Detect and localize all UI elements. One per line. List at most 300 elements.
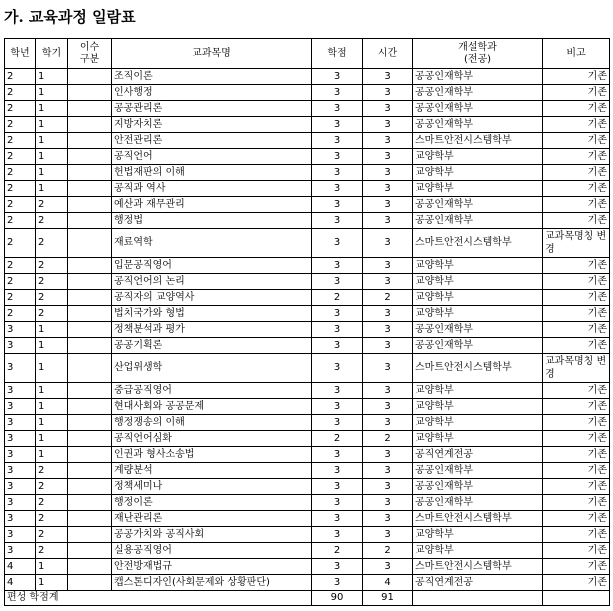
- cell-department: 교양학부: [413, 415, 543, 431]
- cell-grade: 2: [5, 69, 36, 85]
- cell-semester: 1: [36, 559, 68, 575]
- cell-grade: 2: [5, 149, 36, 165]
- cell-remarks: 기존: [543, 543, 610, 559]
- cell-grade: 3: [5, 338, 36, 354]
- cell-department: 공공인재학부: [413, 338, 543, 354]
- cell-semester: 2: [36, 197, 68, 213]
- cell-semester: 1: [36, 69, 68, 85]
- table-row: [5, 165, 610, 181]
- cell-remarks: 기존: [543, 258, 610, 274]
- cell-remarks: 기존: [543, 181, 610, 197]
- cell-semester: 2: [36, 463, 68, 479]
- cell-credits: 3: [312, 165, 363, 181]
- table-row: [5, 354, 610, 383]
- cell-hours: 3: [363, 117, 413, 133]
- table-row: [5, 197, 610, 213]
- cell-remarks: 기존: [543, 322, 610, 338]
- table-row: [5, 274, 610, 290]
- cell-course: 계량분석: [112, 463, 312, 479]
- table-row: [5, 575, 610, 591]
- total-label: 편성 학점계: [5, 591, 312, 606]
- total-empty-remarks: [543, 591, 610, 606]
- cell-department: 공공인재학부: [413, 213, 543, 229]
- cell-grade: 4: [5, 559, 36, 575]
- cell-remarks: 교과목명칭 변경: [543, 229, 610, 258]
- cell-credits: 2: [312, 431, 363, 447]
- cell-department: 스마트안전시스템학부: [413, 229, 543, 258]
- table-row: [5, 85, 610, 101]
- cell-remarks: 기존: [543, 101, 610, 117]
- cell-remarks: 기존: [543, 69, 610, 85]
- cell-grade: 3: [5, 399, 36, 415]
- total-empty-dept: [413, 591, 543, 606]
- cell-course: 행정쟁송의 이해: [112, 415, 312, 431]
- table-row: [5, 213, 610, 229]
- cell-completion-type: [68, 101, 112, 117]
- cell-remarks: 교과목명칭 변경: [543, 354, 610, 383]
- cell-grade: 3: [5, 495, 36, 511]
- cell-grade: 2: [5, 133, 36, 149]
- cell-semester: 2: [36, 511, 68, 527]
- cell-credits: 3: [312, 69, 363, 85]
- cell-semester: 1: [36, 399, 68, 415]
- header-dept-line2: (전공): [463, 53, 492, 65]
- cell-remarks: 기존: [543, 274, 610, 290]
- cell-semester: 2: [36, 479, 68, 495]
- table-row: [5, 495, 610, 511]
- total-credits: 90: [312, 591, 363, 606]
- cell-remarks: 기존: [543, 338, 610, 354]
- cell-hours: 3: [363, 165, 413, 181]
- cell-semester: 1: [36, 383, 68, 399]
- cell-credits: 3: [312, 415, 363, 431]
- header-row: [5, 39, 610, 69]
- cell-hours: 3: [363, 338, 413, 354]
- cell-credits: 3: [312, 306, 363, 322]
- table-row: [5, 149, 610, 165]
- table-row: [5, 338, 610, 354]
- cell-hours: 3: [363, 274, 413, 290]
- cell-semester: 1: [36, 354, 68, 383]
- cell-grade: 3: [5, 463, 36, 479]
- table-row: [5, 463, 610, 479]
- cell-course: 공직언어심화: [112, 431, 312, 447]
- cell-department: 스마트안전시스템학부: [413, 133, 543, 149]
- table-row: [5, 322, 610, 338]
- cell-remarks: 기존: [543, 575, 610, 591]
- cell-grade: 3: [5, 383, 36, 399]
- cell-credits: 2: [312, 290, 363, 306]
- cell-hours: 3: [363, 322, 413, 338]
- cell-completion-type: [68, 543, 112, 559]
- cell-remarks: 기존: [543, 415, 610, 431]
- cell-department: 공직연계전공: [413, 575, 543, 591]
- cell-department: 공공인재학부: [413, 69, 543, 85]
- table-row: [5, 431, 610, 447]
- cell-credits: 3: [312, 354, 363, 383]
- cell-hours: 3: [363, 213, 413, 229]
- cell-course: 캡스톤디자인(사회문제와 상황판단): [112, 575, 312, 591]
- cell-remarks: 기존: [543, 463, 610, 479]
- cell-completion-type: [68, 354, 112, 383]
- cell-course: 정책분석과 평가: [112, 322, 312, 338]
- cell-completion-type: [68, 527, 112, 543]
- cell-course: 안전관리론: [112, 133, 312, 149]
- cell-completion-type: [68, 383, 112, 399]
- cell-completion-type: [68, 149, 112, 165]
- cell-semester: 1: [36, 415, 68, 431]
- cell-remarks: 기존: [543, 213, 610, 229]
- cell-course: 조직이론: [112, 69, 312, 85]
- table-row: [5, 543, 610, 559]
- header-remarks: 비고: [543, 39, 610, 69]
- header-completion-type: [68, 39, 112, 69]
- cell-grade: 2: [5, 101, 36, 117]
- cell-course: 중급공직영어: [112, 383, 312, 399]
- header-course: 교과목명: [112, 39, 312, 69]
- cell-hours: 3: [363, 559, 413, 575]
- cell-department: 교양학부: [413, 399, 543, 415]
- cell-course: 재료역학: [112, 229, 312, 258]
- cell-semester: 2: [36, 274, 68, 290]
- cell-semester: 1: [36, 181, 68, 197]
- cell-course: 공공가치와 공직사회: [112, 527, 312, 543]
- cell-completion-type: [68, 306, 112, 322]
- cell-grade: 2: [5, 117, 36, 133]
- cell-completion-type: [68, 495, 112, 511]
- cell-remarks: 기존: [543, 133, 610, 149]
- cell-grade: 2: [5, 85, 36, 101]
- cell-course: 공직과 역사: [112, 181, 312, 197]
- cell-course: 행정법: [112, 213, 312, 229]
- cell-grade: 3: [5, 527, 36, 543]
- table-row: [5, 133, 610, 149]
- header-credits: 학점: [312, 39, 363, 69]
- cell-course: 산업위생학: [112, 354, 312, 383]
- cell-remarks: 기존: [543, 399, 610, 415]
- cell-completion-type: [68, 290, 112, 306]
- cell-grade: 4: [5, 575, 36, 591]
- cell-hours: 3: [363, 258, 413, 274]
- cell-grade: 3: [5, 511, 36, 527]
- cell-grade: 2: [5, 213, 36, 229]
- cell-completion-type: [68, 511, 112, 527]
- cell-grade: 2: [5, 290, 36, 306]
- cell-semester: 1: [36, 85, 68, 101]
- cell-hours: 2: [363, 290, 413, 306]
- cell-completion-type: [68, 463, 112, 479]
- cell-credits: 3: [312, 495, 363, 511]
- cell-credits: 3: [312, 101, 363, 117]
- table-row: [5, 447, 610, 463]
- cell-department: 공공인재학부: [413, 197, 543, 213]
- cell-department: 교양학부: [413, 383, 543, 399]
- cell-semester: 2: [36, 229, 68, 258]
- cell-hours: 3: [363, 306, 413, 322]
- cell-grade: 3: [5, 322, 36, 338]
- cell-grade: 2: [5, 306, 36, 322]
- cell-hours: 3: [363, 447, 413, 463]
- cell-semester: 2: [36, 213, 68, 229]
- cell-completion-type: [68, 213, 112, 229]
- cell-remarks: 기존: [543, 306, 610, 322]
- cell-hours: 3: [363, 229, 413, 258]
- cell-hours: 3: [363, 495, 413, 511]
- cell-department: 공공인재학부: [413, 463, 543, 479]
- cell-credits: 2: [312, 543, 363, 559]
- cell-completion-type: [68, 447, 112, 463]
- cell-completion-type: [68, 229, 112, 258]
- cell-hours: 3: [363, 133, 413, 149]
- cell-course: 공직자의 교양역사: [112, 290, 312, 306]
- table-row: [5, 511, 610, 527]
- cell-remarks: 기존: [543, 149, 610, 165]
- cell-course: 헌법재판의 이해: [112, 165, 312, 181]
- cell-remarks: 기존: [543, 431, 610, 447]
- cell-hours: 4: [363, 575, 413, 591]
- cell-semester: 1: [36, 447, 68, 463]
- cell-completion-type: [68, 322, 112, 338]
- cell-hours: 3: [363, 69, 413, 85]
- cell-semester: 2: [36, 527, 68, 543]
- cell-semester: 2: [36, 290, 68, 306]
- cell-course: 행정이론: [112, 495, 312, 511]
- cell-credits: 3: [312, 85, 363, 101]
- cell-department: 공공인재학부: [413, 85, 543, 101]
- cell-credits: 3: [312, 399, 363, 415]
- cell-grade: 3: [5, 354, 36, 383]
- table-row: [5, 258, 610, 274]
- cell-completion-type: [68, 479, 112, 495]
- cell-department: 공공인재학부: [413, 479, 543, 495]
- table-row: [5, 479, 610, 495]
- cell-department: 교양학부: [413, 181, 543, 197]
- header-hours: 시간: [363, 39, 413, 69]
- cell-remarks: 기존: [543, 527, 610, 543]
- header-semester: 학기: [36, 39, 68, 69]
- cell-credits: 3: [312, 527, 363, 543]
- cell-grade: 3: [5, 415, 36, 431]
- cell-grade: 2: [5, 165, 36, 181]
- cell-hours: 3: [363, 197, 413, 213]
- cell-grade: 3: [5, 431, 36, 447]
- cell-completion-type: [68, 415, 112, 431]
- cell-remarks: 기존: [543, 165, 610, 181]
- cell-department: 공공인재학부: [413, 322, 543, 338]
- cell-grade: 2: [5, 229, 36, 258]
- cell-department: 공직연계전공: [413, 447, 543, 463]
- cell-course: 안전방재법규: [112, 559, 312, 575]
- curriculum-table: [4, 38, 610, 606]
- cell-credits: 3: [312, 258, 363, 274]
- table-row: [5, 229, 610, 258]
- table-row: [5, 399, 610, 415]
- cell-semester: 1: [36, 149, 68, 165]
- cell-semester: 1: [36, 322, 68, 338]
- cell-credits: 3: [312, 511, 363, 527]
- cell-department: 교양학부: [413, 149, 543, 165]
- cell-credits: 3: [312, 213, 363, 229]
- cell-course: 공직언어의 논리: [112, 274, 312, 290]
- cell-department: 교양학부: [413, 274, 543, 290]
- cell-hours: 3: [363, 354, 413, 383]
- cell-semester: 2: [36, 543, 68, 559]
- cell-completion-type: [68, 181, 112, 197]
- cell-completion-type: [68, 85, 112, 101]
- cell-course: 입문공직영어: [112, 258, 312, 274]
- cell-completion-type: [68, 258, 112, 274]
- table-body: [5, 69, 610, 591]
- total-row: [5, 591, 610, 606]
- table-row: [5, 69, 610, 85]
- table-row: [5, 101, 610, 117]
- cell-hours: 2: [363, 543, 413, 559]
- cell-department: 스마트안전시스템학부: [413, 354, 543, 383]
- cell-semester: 1: [36, 101, 68, 117]
- cell-credits: 3: [312, 274, 363, 290]
- cell-department: 교양학부: [413, 431, 543, 447]
- cell-department: 교양학부: [413, 290, 543, 306]
- cell-department: 교양학부: [413, 543, 543, 559]
- cell-credits: 3: [312, 575, 363, 591]
- cell-grade: 2: [5, 258, 36, 274]
- cell-course: 정책세미나: [112, 479, 312, 495]
- table-row: [5, 383, 610, 399]
- cell-hours: 3: [363, 149, 413, 165]
- cell-completion-type: [68, 117, 112, 133]
- cell-grade: 3: [5, 479, 36, 495]
- cell-completion-type: [68, 338, 112, 354]
- cell-semester: 1: [36, 117, 68, 133]
- cell-credits: 3: [312, 181, 363, 197]
- cell-semester: 1: [36, 165, 68, 181]
- cell-department: 교양학부: [413, 165, 543, 181]
- cell-course: 공공관리론: [112, 101, 312, 117]
- cell-remarks: 기존: [543, 117, 610, 133]
- cell-course: 재난관리론: [112, 511, 312, 527]
- header-grade: 학년: [5, 39, 36, 69]
- cell-course: 인사행정: [112, 85, 312, 101]
- table-row: [5, 559, 610, 575]
- table-row: [5, 527, 610, 543]
- cell-department: 공공인재학부: [413, 495, 543, 511]
- table-row: [5, 306, 610, 322]
- cell-completion-type: [68, 399, 112, 415]
- cell-hours: 3: [363, 181, 413, 197]
- cell-grade: 3: [5, 447, 36, 463]
- page-title: 가. 교육과정 일람표: [4, 8, 136, 26]
- table-row: [5, 290, 610, 306]
- cell-remarks: 기존: [543, 447, 610, 463]
- cell-remarks: 기존: [543, 511, 610, 527]
- cell-semester: 1: [36, 133, 68, 149]
- cell-department: 스마트안전시스템학부: [413, 511, 543, 527]
- cell-credits: 3: [312, 463, 363, 479]
- cell-completion-type: [68, 274, 112, 290]
- cell-remarks: 기존: [543, 559, 610, 575]
- cell-completion-type: [68, 559, 112, 575]
- cell-completion-type: [68, 133, 112, 149]
- cell-semester: 2: [36, 258, 68, 274]
- cell-department: 공공인재학부: [413, 101, 543, 117]
- cell-credits: 3: [312, 559, 363, 575]
- cell-hours: 3: [363, 527, 413, 543]
- cell-hours: 3: [363, 415, 413, 431]
- cell-remarks: 기존: [543, 495, 610, 511]
- cell-credits: 3: [312, 479, 363, 495]
- cell-grade: 2: [5, 274, 36, 290]
- header-completion-line1: 이수: [79, 41, 100, 53]
- cell-credits: 3: [312, 197, 363, 213]
- cell-remarks: 기존: [543, 383, 610, 399]
- cell-course: 공공기획론: [112, 338, 312, 354]
- cell-remarks: 기존: [543, 197, 610, 213]
- cell-hours: 3: [363, 85, 413, 101]
- cell-credits: 3: [312, 149, 363, 165]
- cell-remarks: 기존: [543, 479, 610, 495]
- cell-course: 예산과 재무관리: [112, 197, 312, 213]
- header-completion-line2: 구분: [79, 53, 100, 65]
- cell-hours: 3: [363, 101, 413, 117]
- cell-department: 스마트안전시스템학부: [413, 559, 543, 575]
- cell-credits: 3: [312, 322, 363, 338]
- cell-grade: 2: [5, 181, 36, 197]
- cell-department: 공공인재학부: [413, 117, 543, 133]
- cell-semester: 1: [36, 431, 68, 447]
- cell-course: 실용공직영어: [112, 543, 312, 559]
- cell-grade: 3: [5, 543, 36, 559]
- cell-completion-type: [68, 69, 112, 85]
- cell-credits: 3: [312, 383, 363, 399]
- table-row: [5, 181, 610, 197]
- cell-credits: 3: [312, 133, 363, 149]
- cell-department: 교양학부: [413, 258, 543, 274]
- cell-course: 지방자치론: [112, 117, 312, 133]
- cell-credits: 3: [312, 447, 363, 463]
- cell-course: 공직언어: [112, 149, 312, 165]
- cell-completion-type: [68, 197, 112, 213]
- cell-hours: 3: [363, 463, 413, 479]
- cell-completion-type: [68, 575, 112, 591]
- cell-remarks: 기존: [543, 85, 610, 101]
- table-row: [5, 117, 610, 133]
- cell-course: 현대사회와 공공문제: [112, 399, 312, 415]
- cell-hours: 3: [363, 383, 413, 399]
- cell-grade: 2: [5, 197, 36, 213]
- cell-completion-type: [68, 165, 112, 181]
- cell-remarks: 기존: [543, 290, 610, 306]
- cell-semester: 2: [36, 306, 68, 322]
- cell-credits: 3: [312, 338, 363, 354]
- header-department: [413, 39, 543, 69]
- cell-hours: 3: [363, 399, 413, 415]
- cell-semester: 1: [36, 338, 68, 354]
- table-row: [5, 415, 610, 431]
- cell-credits: 3: [312, 117, 363, 133]
- cell-semester: 2: [36, 495, 68, 511]
- total-hours: 91: [363, 591, 413, 606]
- cell-department: 교양학부: [413, 306, 543, 322]
- cell-completion-type: [68, 431, 112, 447]
- header-dept-line1: 개설학과: [458, 41, 497, 53]
- cell-hours: 3: [363, 479, 413, 495]
- cell-course: 인권과 형사소송법: [112, 447, 312, 463]
- cell-department: 교양학부: [413, 527, 543, 543]
- cell-credits: 3: [312, 229, 363, 258]
- cell-semester: 1: [36, 575, 68, 591]
- cell-hours: 3: [363, 511, 413, 527]
- cell-course: 법치국가와 형법: [112, 306, 312, 322]
